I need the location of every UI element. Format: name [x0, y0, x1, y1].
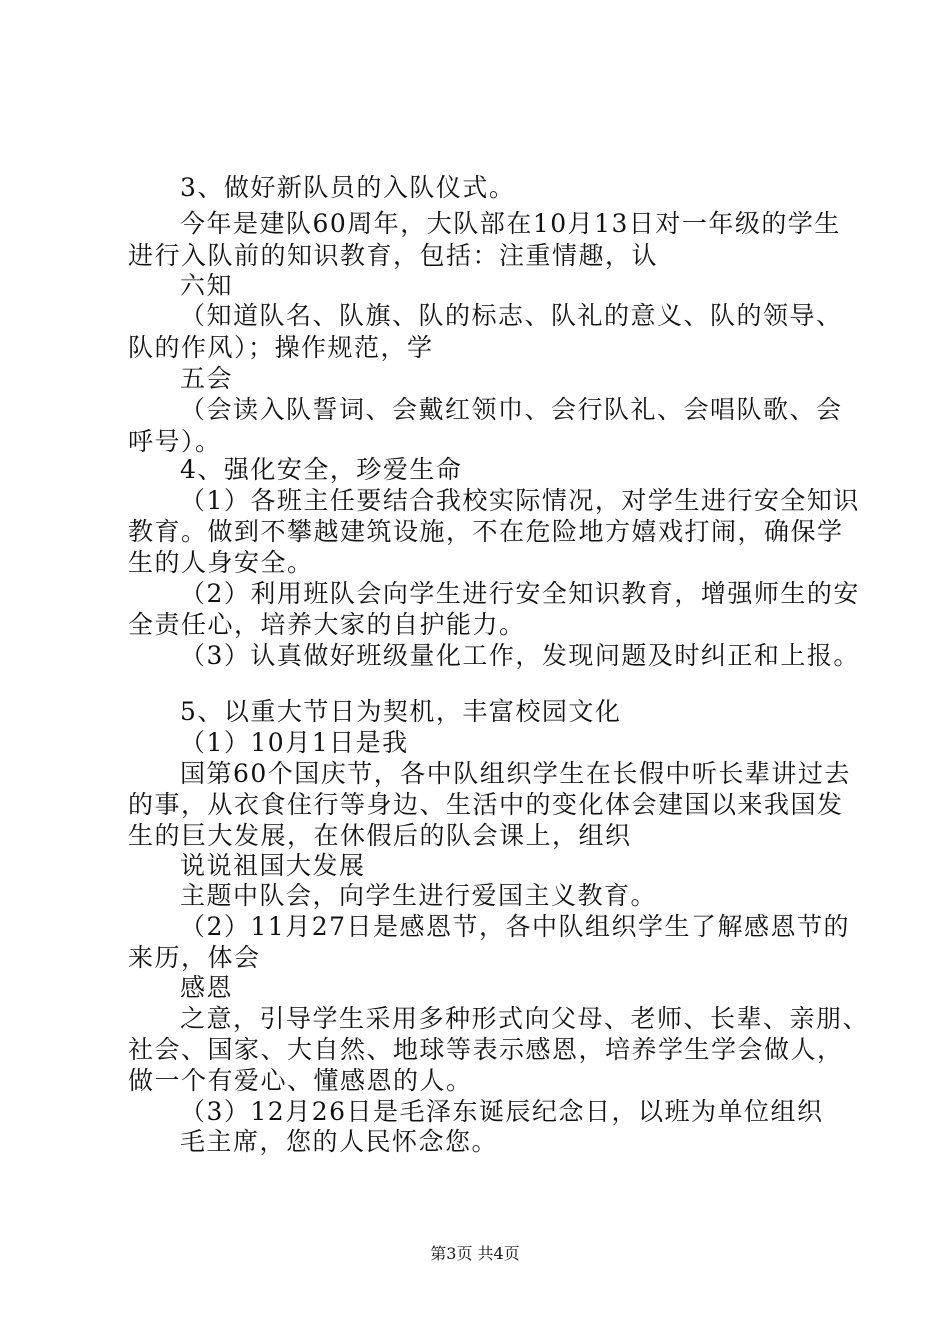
line-31: 毛主席，您的人民怀念您。 — [180, 1127, 499, 1156]
line-28: 社会、国家、大自然、地球等表示感恩，培养学生学会做人， — [128, 1035, 844, 1064]
line-16: （3）认真做好班级量化工作，发现问题及时纠正和上报。 — [180, 641, 860, 670]
line-14: （2）利用班队会向学生进行安全知识教育，增强师生的安 — [180, 579, 860, 608]
line-7: 五会 — [180, 364, 234, 393]
line-29: 做一个有爱心、懂感恩的人。 — [128, 1066, 473, 1095]
line-24: （2）11月27日是感恩节，各中队组织学生了解感恩节的 — [180, 912, 851, 941]
line-22: 说说祖国大发展 — [180, 851, 366, 880]
line-27: 之意，引导学生采用多种形式向父母、老师、长辈、亲朋、 — [180, 1004, 870, 1033]
line-20: 的事，从衣食住行等身边、生活中的变化体会建国以来我国发 — [128, 790, 844, 819]
line-6: 队的作风）；操作规范，学 — [128, 333, 434, 362]
line-21: 生的巨大发展，在休假后的队会课上，组织 — [128, 821, 632, 850]
line-5: （知道队名、队旗、队的标志、队礼的意义、队的领导、 — [180, 301, 843, 330]
line-17: 5、以重大节日为契机，丰富校园文化 — [180, 697, 622, 726]
line-9: 呼号）。 — [128, 427, 222, 456]
line-30: （3）12月26日是毛泽东诞辰纪念日，以班为单位组织 — [180, 1097, 824, 1126]
line-8: （会读入队誓词、会戴红领巾、会行队礼、会唱队歌、会 — [180, 395, 843, 424]
line-2: 今年是建队60周年，大队部在10月13日对一年级的学生 — [180, 209, 841, 238]
line-25: 来历，体会 — [128, 943, 261, 972]
line-19: 国第60个国庆节，各中队组织学生在长假中听长辈讲过去 — [180, 759, 851, 788]
line-1: 3、做好新队员的入队仪式。 — [180, 173, 516, 202]
line-18: （1）10月1日是我 — [180, 728, 409, 757]
line-4: 六知 — [180, 271, 234, 300]
line-26: 感恩 — [180, 973, 234, 1002]
line-13: 生的人身安全。 — [128, 548, 314, 577]
line-11: （1）各班主任要结合我校实际情况，对学生进行安全知识 — [180, 486, 860, 515]
line-12: 教育。做到不攀越建筑设施，不在危险地方嬉戏打闹，确保学 — [128, 517, 844, 546]
line-10: 4、强化安全，珍爱生命 — [180, 455, 463, 484]
line-23: 主题中队会，向学生进行爱国主义教育。 — [180, 881, 658, 910]
line-3: 进行入队前的知识教育，包括：注重情趣，认 — [128, 241, 659, 270]
line-15: 全责任心，培养大家的自护能力。 — [128, 610, 526, 639]
page-footer: 第3页 共4页 — [430, 1244, 520, 1263]
